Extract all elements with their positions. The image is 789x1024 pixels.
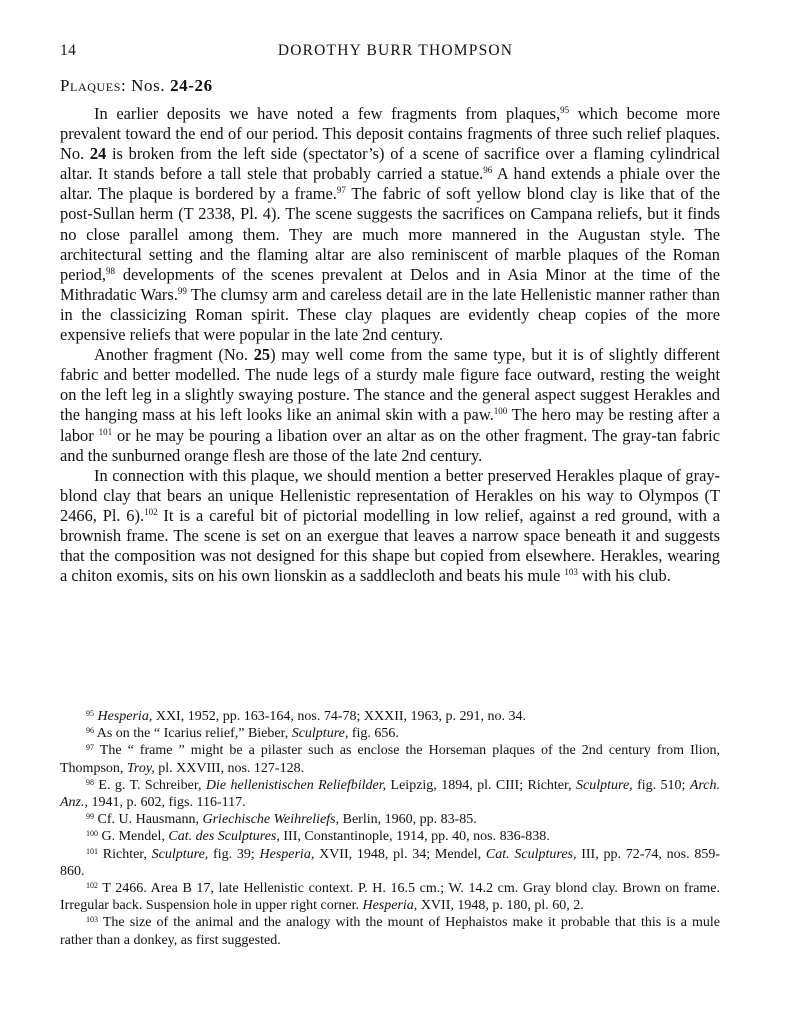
- footnote-ref: 103: [564, 567, 578, 578]
- footnote-number: 95: [86, 709, 94, 718]
- text-run: The hero may be resting after a labor: [60, 405, 720, 445]
- text-run: XVII, 1948, pl. 34; Mendel,: [314, 846, 486, 862]
- text-run: III, pp. 72-74, nos. 859-860.: [60, 846, 720, 879]
- text-run: ) may well come from the same type, but it is of slightly different fabric and better modelled. The nude legs of a sturdy male figure face outward, resting the weight on the left leg in a slightly swaying posture. The stance and the general aspect suggest Herakles and the hanging mass at his left looks like an animal skin with a paw.: [60, 345, 720, 425]
- footnote-ref: 97: [336, 185, 346, 196]
- text-run: The size of the animal and the analogy with the mount of Hephaistos make it probable that this is a mule rather than a donkey, as first suggested.: [60, 915, 720, 948]
- footnote-101: [60, 846, 720, 880]
- text-run: Leipzig, 1894, pl. CIII; Richter,: [386, 777, 577, 793]
- footnote-100: [60, 828, 720, 845]
- page-header: [60, 40, 731, 64]
- text-run: is broken from the left side (spectator’s) of a scene of sacrifice over a flaming cylindrical altar. It stands before a tall stele that probably carried a statue.: [60, 144, 720, 184]
- text-run: As on the “ Icarius relief,” Bieber,: [96, 726, 292, 742]
- footnote-95: [60, 708, 720, 725]
- footnote-ref: 100: [493, 406, 508, 417]
- catalog-number: 25: [253, 345, 271, 365]
- footnote-97: [60, 742, 720, 776]
- italic-run: Cat. Sculptures,: [485, 846, 577, 862]
- footnote-number: 101: [86, 846, 98, 856]
- paragraph-3: [60, 466, 720, 587]
- text-run: Berlin, 1960, pp. 83-85.: [339, 812, 477, 828]
- footnote-number: 102: [86, 881, 98, 891]
- paragraph-2: [60, 345, 720, 466]
- section-separator: : Nos.: [121, 76, 171, 95]
- text-run: It is a careful bit of pictorial modelling in low relief, against a red ground, with a brownish frame. The scene is set on an exergue that leaves a narrow space beneath it and suggests that the composition was not designed for this shape but copied from elsewhere. Herakles, wearing a chiton exomis, sits on his own lionskin as a saddlecloth and beats his mule: [60, 505, 720, 586]
- section-numbers: 24-26: [170, 76, 213, 95]
- text-run: or he may be pouring a libation over an altar as on the other fragment. The gray-tan fabric and the sunburned orange flesh are those of the late 2nd century.: [60, 425, 720, 465]
- footnote-98: [60, 777, 720, 811]
- section-title: [60, 76, 213, 96]
- footnote-ref: 95: [560, 105, 570, 115]
- catalog-number: 24: [89, 144, 107, 164]
- footnote-96: [60, 725, 720, 742]
- text-run: Cf. U. Hausmann,: [97, 812, 203, 828]
- text-run: developments of the scenes prevalent at Delos and in Asia Minor at the time of the Mithradatic Wars.: [60, 264, 720, 304]
- text-run: with his club.: [577, 566, 671, 586]
- text-run: III, Constantinople, 1914, pp. 40, nos. 836-838.: [279, 829, 550, 845]
- text-run: G. Mendel,: [101, 829, 169, 845]
- text-run: In earlier deposits we have noted a few fragments from plaques,: [94, 104, 561, 123]
- text-run: fig. 510;: [632, 777, 690, 793]
- text-run: The clumsy arm and careless detail are in the late Hellenistic manner rather than in the classicizing Roman spirit. These clay plaques are evidently cheap copies of the more expensive reliefs that were popular in the late 2nd century.: [60, 284, 720, 345]
- text-run: The fabric of soft yellow blond clay is like that of the post-Sullan herm (T 2338, Pl. 4). The scene suggests the sacrifices on Campana reliefs, but it finds no close parallel among them. They are much more mannered in the Augustan style. The architectural setting and the flaming altar are also reminiscent of marble plaques of the Roman period,: [60, 184, 720, 284]
- text-run: In connection with this plaque, we should mention a better preserved Herakles plaque of gray-blond clay that bears an unique Hellenistic representation of Herakles on his way to Olympos (T 2466, Pl. 6).: [60, 465, 720, 525]
- text-run: XVII, 1948, p. 180, pl. 60, 2.: [417, 898, 584, 914]
- text-run: pl. XXVIII, nos. 127-128.: [154, 760, 305, 776]
- footnote-ref: 99: [177, 285, 187, 296]
- italic-run: Sculpture,: [576, 777, 633, 793]
- footnote-number: 98: [86, 777, 94, 787]
- italic-run: Hesperia,: [259, 846, 315, 862]
- footnote-99: [60, 811, 720, 828]
- footnote-number: 97: [86, 743, 94, 753]
- footnote-number: 100: [86, 829, 98, 839]
- text-run: The “ frame ” might be a pilaster such as enclose the Horseman plaques of the 2nd century from Ilion, Thompson,: [60, 743, 721, 776]
- footnote-number: 103: [86, 915, 98, 925]
- italic-run: Cat. des Sculptures,: [168, 829, 280, 845]
- italic-run: Hesperia,: [97, 709, 153, 724]
- section-label: Plaques: [60, 76, 121, 95]
- text-run: 1941, p. 602, figs. 116-117.: [88, 795, 246, 811]
- italic-run: Sculpture,: [291, 726, 349, 742]
- text-run: T 2466. Area B 17, late Hellenistic context. P. H. 16.5 cm.; W. 14.2 cm. Gray blond clay. Brown on frame. Irregular back. Suspension hole in upper right corner.: [60, 881, 721, 914]
- body-text: [60, 104, 720, 586]
- footnote-ref: 101: [98, 426, 113, 437]
- footnote-ref: 96: [483, 165, 493, 176]
- text-run: fig. 656.: [348, 726, 399, 742]
- paragraph-1: [60, 104, 720, 345]
- italic-run: Troy,: [126, 760, 155, 776]
- text-run: Another fragment (No.: [94, 345, 254, 365]
- running-head: DOROTHY BURR THOMPSON: [277, 42, 514, 59]
- italic-run: Arch. Anz.,: [60, 777, 721, 811]
- text-run: fig. 39;: [208, 846, 260, 862]
- footnote-ref: 98: [105, 265, 115, 276]
- text-run: XXI, 1952, pp. 163-164, nos. 74-78; XXXII, 1963, p. 291, no. 34.: [152, 709, 527, 724]
- footnote-103: [60, 914, 720, 948]
- italic-run: Die hellenistischen Reliefbilder,: [205, 777, 387, 793]
- footnote-number: 99: [86, 812, 94, 822]
- footnote-ref: 102: [144, 506, 158, 517]
- footnotes: [60, 708, 720, 949]
- italic-run: Hesperia,: [362, 898, 418, 914]
- page-number: 14: [60, 42, 77, 59]
- footnote-number: 96: [86, 726, 94, 736]
- text-run: which become more prevalent toward the end of our period. This deposit contains fragments of three such relief plaques. No.: [60, 104, 720, 164]
- text-run: Richter,: [102, 846, 152, 862]
- italic-run: Griechische Weihreliefs,: [202, 812, 340, 828]
- text-run: A hand extends a phiale over the altar. The plaque is bordered by a frame.: [60, 164, 720, 204]
- text-run: E. g. T. Schreiber,: [98, 777, 206, 793]
- italic-run: Sculpture,: [151, 846, 209, 862]
- footnote-102: [60, 880, 720, 914]
